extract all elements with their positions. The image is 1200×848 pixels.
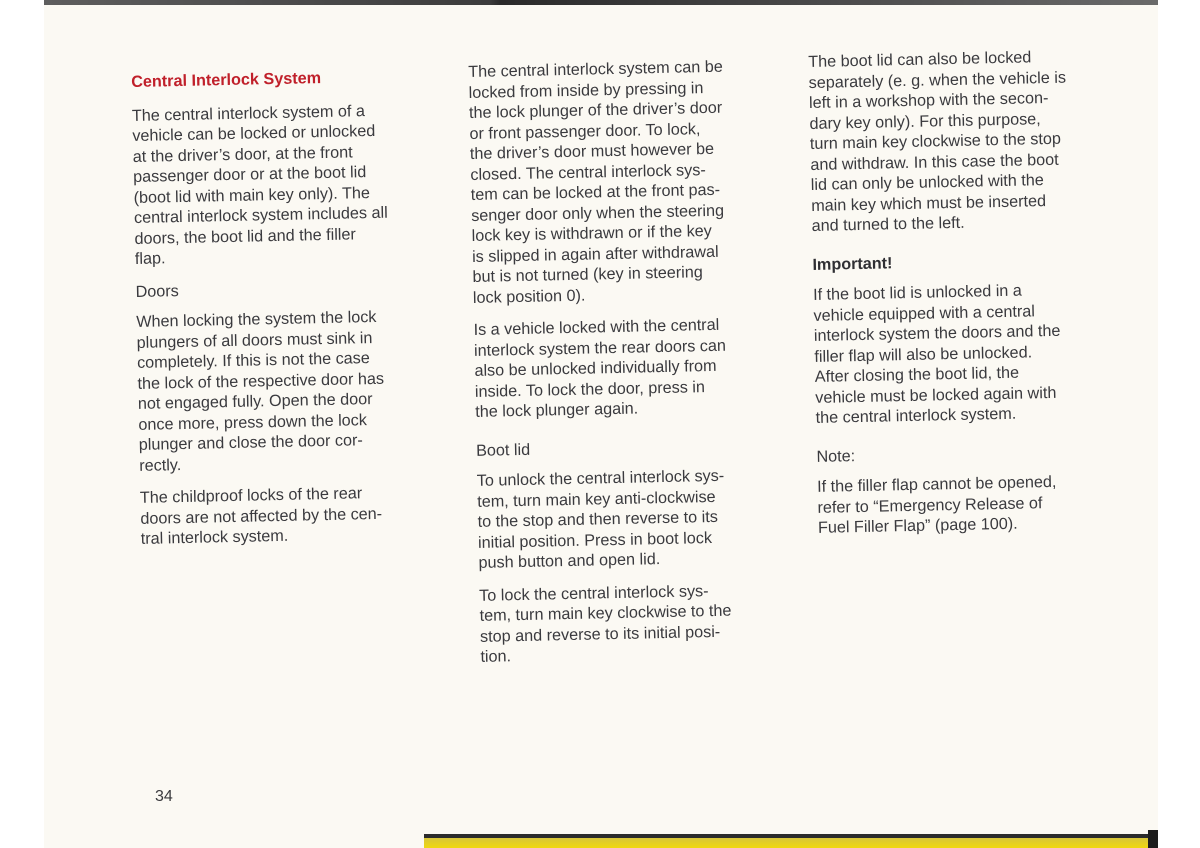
doors-heading: Doors	[135, 281, 179, 301]
note-heading: Note:	[816, 446, 856, 466]
middle-column	[468, 55, 796, 679]
left-column	[131, 65, 456, 561]
important-heading: Important!	[812, 253, 893, 274]
manual-page	[44, 0, 1158, 848]
right-column	[808, 45, 1133, 550]
page-top-edge	[44, 0, 1158, 5]
separate-lock-paragraph: The boot lid can also be locked separately (e. g. when the vehicle is left in a workshop with the secon- dary key only). For this purpose, turn main key clockwise to the stop and withdraw. In this case the boot lid can only be unlocked with the main key which must be inserted and turned to the left.	[808, 48, 1067, 235]
rear-doors-paragraph: Is a vehicle locked with the central interlock system the rear doors can also be unlocked individually from inside. To lock the door, press in the lock plunger again.	[473, 315, 727, 421]
page-bottom-edge	[424, 834, 1158, 848]
intro-paragraph: The central interlock system of a vehicle can be locked or unlocked at the driver’s door, at the front passenger door or at the boot lid (boot lid with main key only). The central interlock system includes all doors, the boot lid and the filler flap.	[131, 101, 388, 268]
boot-unlock-paragraph: To unlock the central interlock sys- tem, turn main key anti-clockwise to the stop and then reverse to its initial position. Press in boot lock push button and open lid.	[476, 466, 725, 572]
boot-lid-heading: Boot lid	[475, 440, 531, 460]
page-number: 34	[155, 788, 173, 805]
inside-lock-paragraph: The central interlock system can be locked from inside by pressing in the lock plunger of the driver’s door or front passenger door. To lock, the driver’s door must however be closed. The central interlock sys- tem can be locked at the front pas- senger door only when the steering lock key is withdrawn or if the key is slipped in again after withdrawal but is not turned (key in steering lock position 0).	[468, 57, 725, 307]
page-corner-shadow	[1148, 830, 1158, 848]
boot-lock-paragraph: To lock the central interlock sys- tem, turn main key clockwise to the stop and reverse to its initial posi- tion.	[478, 581, 732, 666]
section-title: Central Interlock System	[131, 69, 322, 91]
important-paragraph: If the boot lid is unlocked in a vehicle equipped with a central interlock system the doors and the filler flap will also be unlocked. After closing the boot lid, the vehicle must be locked again with the central interlock system.	[812, 281, 1061, 427]
doors-paragraph: When locking the system the lock plungers of all doors must sink in completely. If this is not the case the lock of the respective door has not engaged fully. Open the door once more, press down the lock plunger and close the door cor- rectly.	[136, 307, 385, 475]
note-paragraph: If the filler flap cannot be opened, refer to “Emergency Release of Fuel Filler Flap” (page 100).	[816, 472, 1057, 537]
childproof-paragraph: The childproof locks of the rear doors are not affected by the cen- tral interlock system.	[139, 484, 383, 548]
